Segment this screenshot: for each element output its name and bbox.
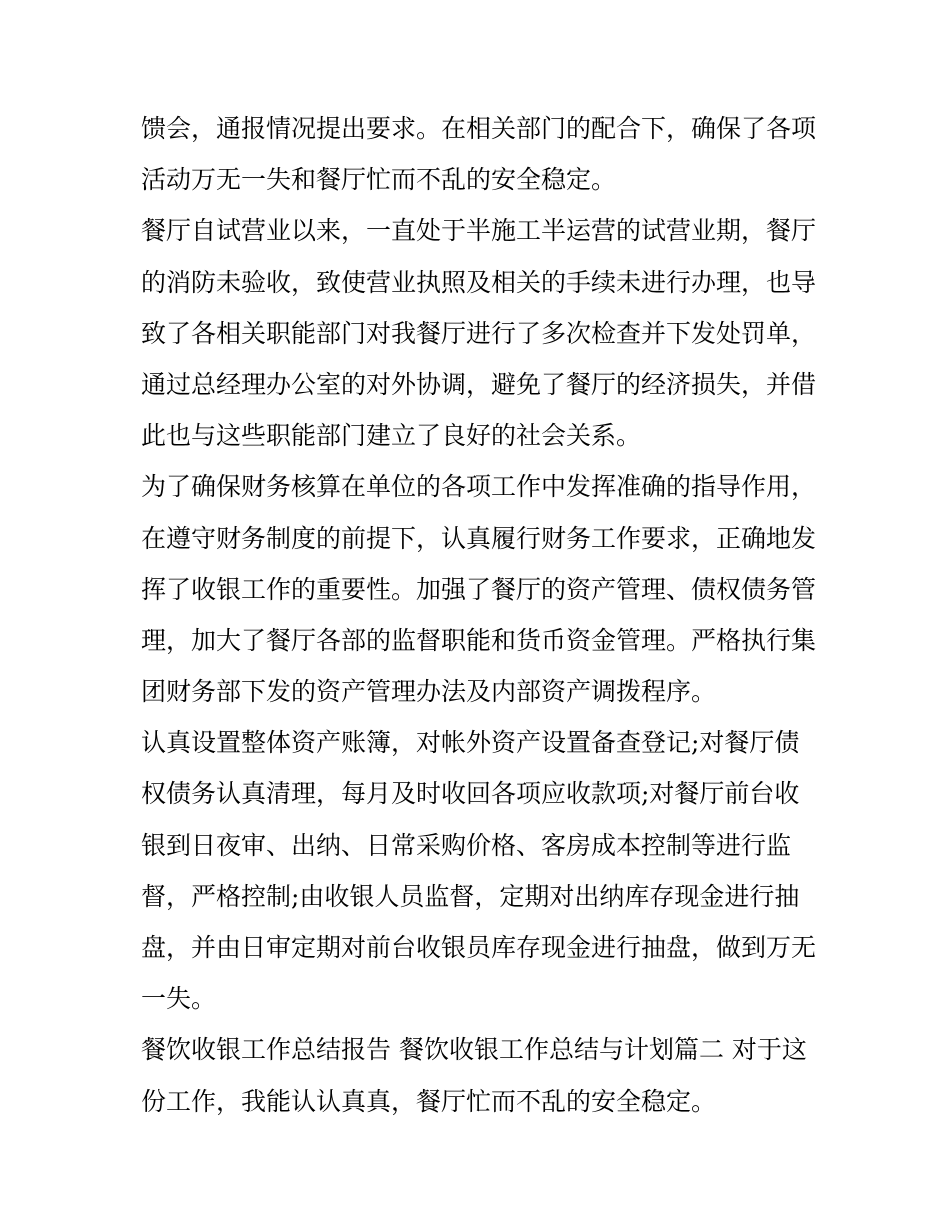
text-line: 盘，并由日审定期对前台收银员库存现金进行抽盘，做到万无 (141, 933, 817, 962)
text-line: 致了各相关职能部门对我餐厅进行了多次检查并下发处罚单， (141, 318, 817, 348)
text-line: 理，加大了餐厅各部的监督职能和货币资金管理。严格执行集 (141, 625, 817, 655)
text-line: 挥了收银工作的重要性。加强了餐厅的资产管理、债权债务管 (141, 574, 817, 604)
text-line: 认真设置整体资产账簿，对帐外资产设置备查登记;对餐厅债 (141, 728, 800, 758)
text-line: 在遵守财务制度的前提下，认真履行财务工作要求，正确地发 (141, 523, 817, 553)
text-line: 督，严格控制;由收银人员监督，定期对出纳库存现金进行抽 (141, 881, 800, 911)
text-line: 餐饮收银工作总结报告 餐饮收银工作总结与计划篇二 对于这 (141, 1035, 807, 1065)
text-line: 馈会，通报情况提出要求。在相关部门的配合下，确保了各项 (141, 114, 817, 143)
text-line: 通过总经理办公室的对外协调，避免了餐厅的经济损失，并借 (141, 369, 817, 399)
text-line: 此也与这些职能部门建立了良好的社会关系。 (141, 421, 642, 451)
text-line: 份工作，我能认认真真，餐厅忙而不乱的安全稳定。 (141, 1086, 717, 1116)
text-line: 活动万无一失和餐厅忙而不乱的安全稳定。 (141, 165, 617, 195)
text-line: 为了确保财务核算在单位的各项工作中发挥准确的指导作用， (141, 472, 817, 502)
text-line: 餐厅自试营业以来，一直处于半施工半运营的试营业期，餐厅 (141, 216, 817, 246)
text-line: 银到日夜审、出纳、日常采购价格、客房成本控制等进行监 (141, 830, 792, 860)
text-line: 一失。 (141, 984, 217, 1014)
text-line: 团财务部下发的资产管理办法及内部资产调拨程序。 (141, 677, 717, 707)
document-body (141, 103, 821, 1127)
text-line: 权债务认真清理，每月及时收回各项应收款项;对餐厅前台收 (141, 779, 800, 809)
text-line: 的消防未验收，致使营业执照及相关的手续未进行办理，也导 (141, 267, 817, 297)
